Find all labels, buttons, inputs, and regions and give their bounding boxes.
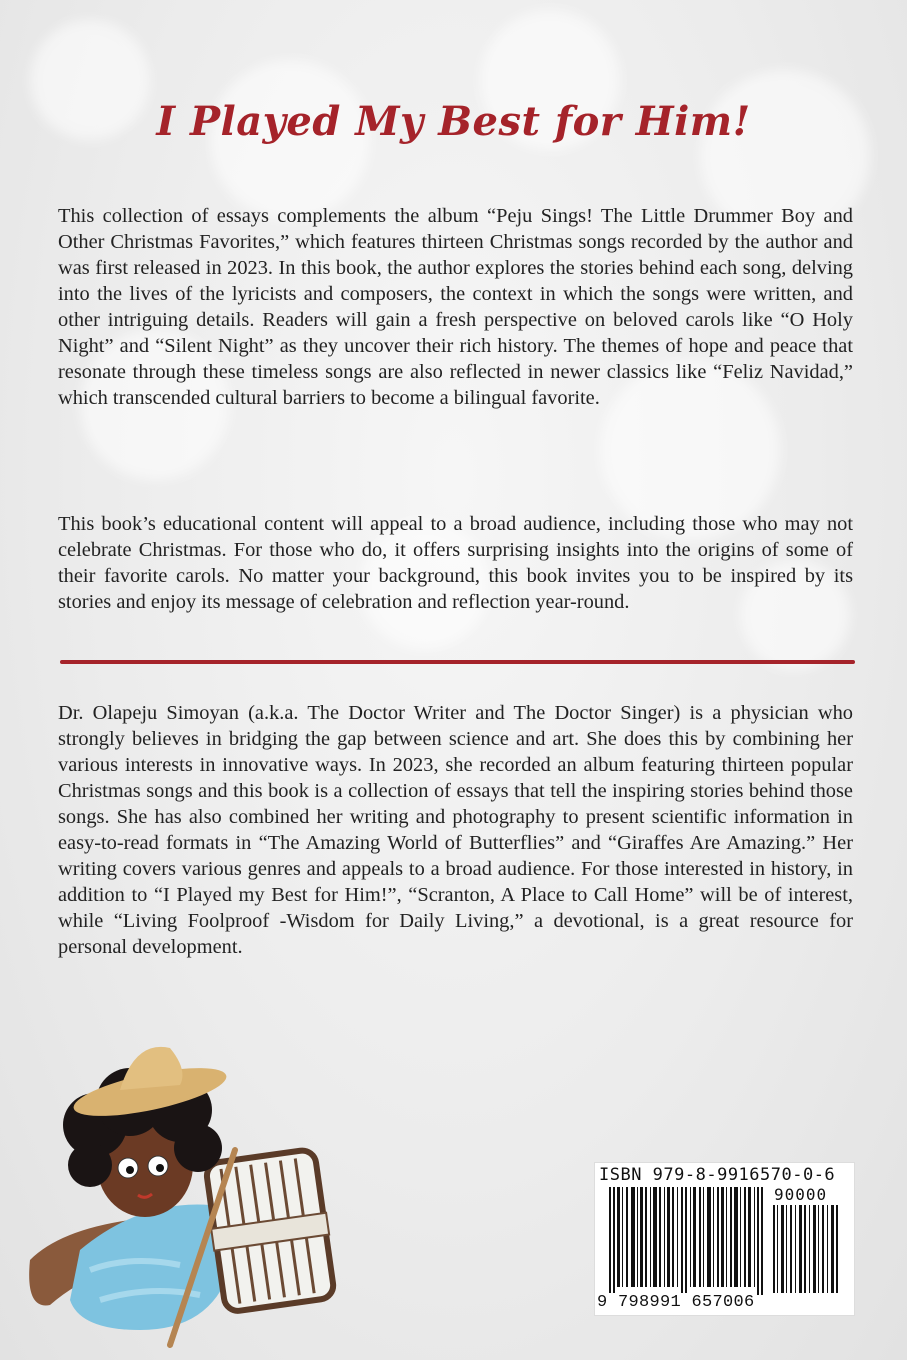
section-divider (60, 660, 855, 664)
ean-number: 9 798991 657006 (597, 1293, 755, 1312)
isbn-number: ISBN 979-8-9916570-0-6 (599, 1165, 836, 1185)
drummer-doll-image (20, 1030, 360, 1350)
author-bio-paragraph: Dr. Olapeju Simoyan (a.k.a. The Doctor Writer and The Doctor Singer) is a physician who strongly believes in bridging the gap between science and art. She does this by combining her various interests in innovative ways. In 2023, she recorded an album featuring thirteen popular Christmas songs and this book is a collection of essays that tell the inspiring stories behind those songs. She has also combined her writing and photography to present scientific information in easy-to-read formats in “The Amazing World of Butterflies” and “Giraffes Are Amazing.” Her writing covers various genres and appeals to a broad audience. For those interested in history, in addition to “I Played my Best for Him!”, “Scranton, A Place to Call Home” will be of interest, while “Living Foolproof -Wisdom for Daily Living,” a devotional, is a great resource for personal development. (58, 702, 853, 958)
isbn-barcode (594, 1162, 855, 1316)
price-barcode-bars (773, 1205, 845, 1295)
price-code: 90000 (774, 1185, 828, 1204)
ean-barcode-bars (609, 1187, 769, 1297)
description-paragraph-2: This book’s educational content will appeal to a broad audience, including those who may not celebrate Christmas. For those who do, it offers surprising insights into the origins of some of their favorite carols. No matter your background, this book invites you to be inspired by its stories and enjoy its message of celebration and reflection year-round. (58, 513, 853, 613)
book-title: I Played My Best for Him! (156, 98, 751, 145)
description-paragraph-1: This collection of essays complements the album “Peju Sings! The Little Drummer Boy and Other Christmas Favorites,” which features thirteen Christmas songs recorded by the author and was first released in 2023. In this book, the author explores the stories behind each song, delving into the lives of the lyricists and composers, the context in which the songs were written, and other intriguing details. Readers will gain a fresh perspective on beloved carols like “O Holy Night” and “Silent Night” as they uncover their rich history. The themes of hope and peace that resonate through these timeless songs are also reflected in newer classics like “Feliz Navidad,” which transcended cultural barriers to become a bilingual favorite. (58, 205, 853, 409)
